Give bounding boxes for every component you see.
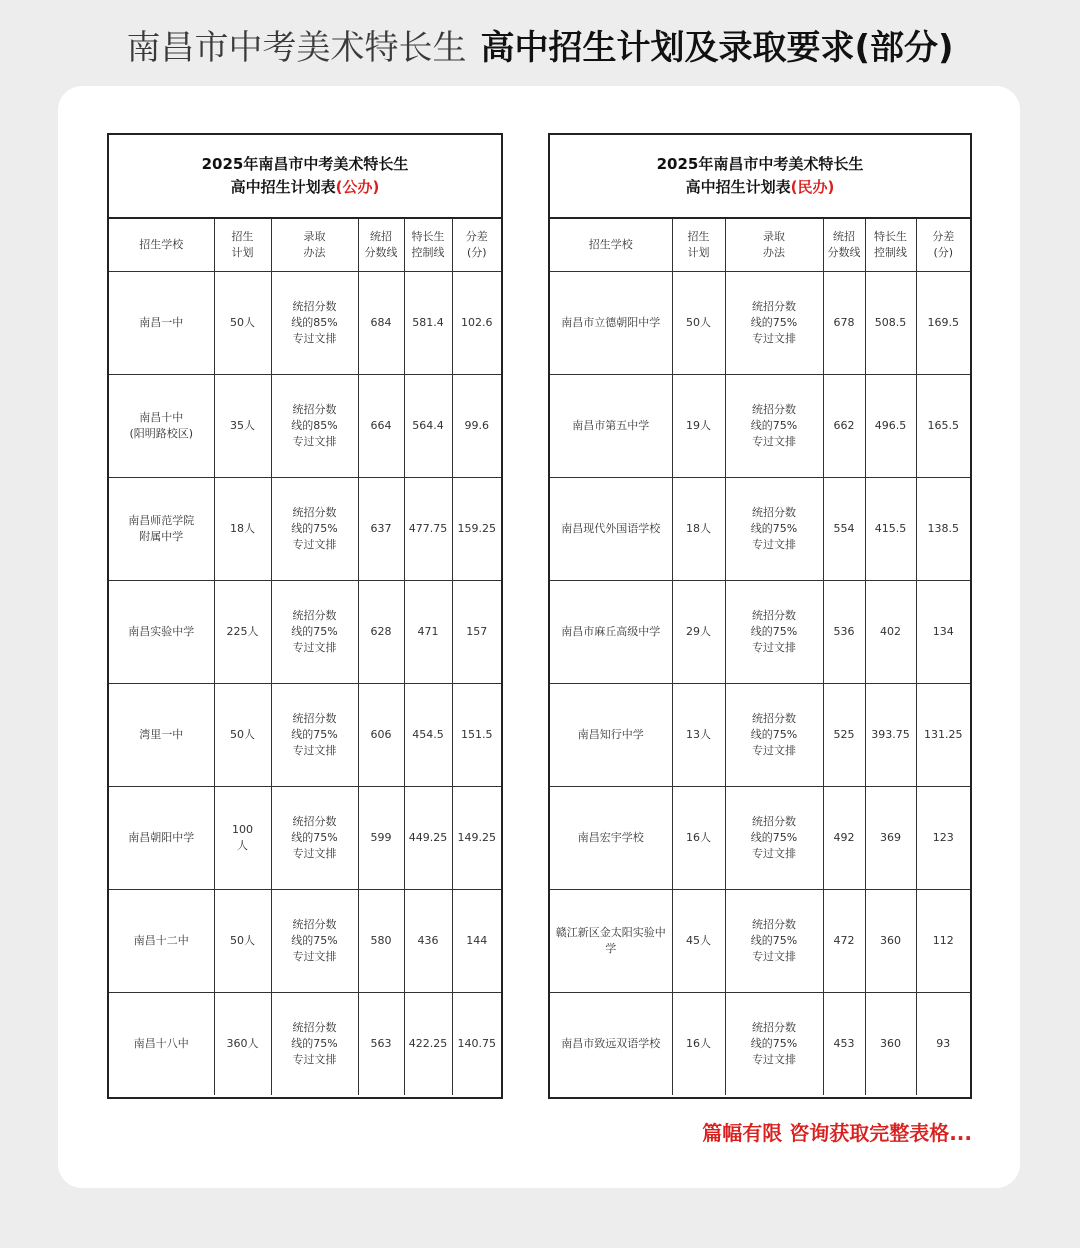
cell-method: 统招分数 线的75% 专过文排	[271, 787, 358, 890]
col-header-control: 特长生 控制线	[865, 219, 916, 272]
cell-score-diff: 149.25	[452, 787, 501, 890]
cell-score-diff: 123	[916, 787, 970, 890]
cell-control-line: 496.5	[865, 375, 916, 478]
cell-method: 统招分数 线的85% 专过文排	[271, 375, 358, 478]
page-title-light: 南昌市中考美术特长生	[126, 28, 467, 68]
cell-score-line: 606	[358, 684, 404, 787]
cell-score-diff: 140.75	[452, 993, 501, 1096]
private-table-title-line2: 高中招生计划表	[685, 178, 791, 196]
cell-score-line: 580	[358, 890, 404, 993]
cell-control-line: 454.5	[404, 684, 452, 787]
footer-note[interactable]: 篇幅有限 咨询获取完整表格...	[702, 1121, 972, 1145]
cell-score-diff: 165.5	[916, 375, 970, 478]
cell-plan: 100 人	[214, 787, 271, 890]
cell-school: 南昌知行中学	[550, 684, 672, 787]
cell-control-line: 477.75	[404, 478, 452, 581]
cell-score-diff: 112	[916, 890, 970, 993]
cell-score-diff: 138.5	[916, 478, 970, 581]
cell-score-line: 554	[823, 478, 865, 581]
col-header-plan: 招生 计划	[672, 219, 725, 272]
table-row	[109, 581, 501, 684]
cell-method: 统招分数 线的75% 专过文排	[271, 993, 358, 1096]
cell-score-diff: 169.5	[916, 272, 970, 375]
cell-plan: 35人	[214, 375, 271, 478]
cell-plan: 50人	[672, 272, 725, 375]
table-row	[109, 272, 501, 375]
cell-school: 南昌市第五中学	[550, 375, 672, 478]
cell-score-line: 536	[823, 581, 865, 684]
public-table-title	[109, 135, 501, 219]
cell-plan: 29人	[672, 581, 725, 684]
private-school-table	[548, 133, 972, 1099]
cell-score-line: 525	[823, 684, 865, 787]
cell-method: 统招分数 线的75% 专过文排	[725, 890, 823, 993]
cell-score-diff: 151.5	[452, 684, 501, 787]
public-table-grid	[109, 219, 501, 1095]
cell-score-diff: 93	[916, 993, 970, 1096]
table-row	[550, 890, 970, 993]
page-title	[0, 24, 1080, 72]
cell-school: 南昌现代外国语学校	[550, 478, 672, 581]
cell-score-line: 472	[823, 890, 865, 993]
cell-score-line: 664	[358, 375, 404, 478]
col-header-school: 招生学校	[550, 219, 672, 272]
table-row	[550, 684, 970, 787]
cell-score-diff: 144	[452, 890, 501, 993]
cell-plan: 45人	[672, 890, 725, 993]
table-row	[109, 375, 501, 478]
col-header-diff: 分差 (分)	[452, 219, 501, 272]
col-header-diff: 分差 (分)	[916, 219, 970, 272]
cell-control-line: 360	[865, 993, 916, 1096]
cell-method: 统招分数 线的75% 专过文排	[725, 684, 823, 787]
cell-control-line: 402	[865, 581, 916, 684]
cell-plan: 50人	[214, 684, 271, 787]
table-row	[109, 993, 501, 1096]
table-header-row	[550, 219, 970, 272]
cell-method: 统招分数 线的75% 专过文排	[725, 787, 823, 890]
cell-method: 统招分数 线的75% 专过文排	[725, 581, 823, 684]
cell-score-line: 637	[358, 478, 404, 581]
cell-score-diff: 157	[452, 581, 501, 684]
cell-plan: 16人	[672, 993, 725, 1096]
cell-plan: 18人	[214, 478, 271, 581]
cell-score-line: 563	[358, 993, 404, 1096]
cell-control-line: 581.4	[404, 272, 452, 375]
cell-school: 南昌朝阳中学	[109, 787, 214, 890]
cell-control-line: 436	[404, 890, 452, 993]
cell-score-diff: 102.6	[452, 272, 501, 375]
cell-plan: 225人	[214, 581, 271, 684]
col-header-method: 录取 办法	[271, 219, 358, 272]
private-table-title	[550, 135, 970, 219]
cell-control-line: 369	[865, 787, 916, 890]
cell-score-diff: 134	[916, 581, 970, 684]
cell-control-line: 360	[865, 890, 916, 993]
col-header-control: 特长生 控制线	[404, 219, 452, 272]
table-row	[550, 581, 970, 684]
cell-school: 南昌十八中	[109, 993, 214, 1096]
col-header-line: 统招 分数线	[358, 219, 404, 272]
cell-method: 统招分数 线的75% 专过文排	[271, 890, 358, 993]
cell-score-line: 599	[358, 787, 404, 890]
cell-method: 统招分数 线的75% 专过文排	[271, 581, 358, 684]
table-row	[109, 478, 501, 581]
cell-control-line: 564.4	[404, 375, 452, 478]
cell-plan: 18人	[672, 478, 725, 581]
cell-control-line: 471	[404, 581, 452, 684]
private-table-title-accent: (民办)	[790, 178, 835, 196]
cell-school: 南昌宏宇学校	[550, 787, 672, 890]
private-table-grid	[550, 219, 970, 1095]
table-row	[550, 478, 970, 581]
cell-control-line: 422.25	[404, 993, 452, 1096]
cell-school: 南昌一中	[109, 272, 214, 375]
cell-school: 赣江新区金太阳实验中学	[550, 890, 672, 993]
cell-method: 统招分数 线的75% 专过文排	[271, 478, 358, 581]
public-school-table	[107, 133, 503, 1099]
cell-score-diff: 159.25	[452, 478, 501, 581]
cell-method: 统招分数 线的75% 专过文排	[271, 684, 358, 787]
table-row	[550, 787, 970, 890]
public-table-title-line2: 高中招生计划表	[230, 178, 336, 196]
table-row	[550, 375, 970, 478]
cell-school: 南昌市致远双语学校	[550, 993, 672, 1096]
cell-plan: 19人	[672, 375, 725, 478]
public-table-title-line1: 2025年南昌市中考美术特长生	[201, 155, 409, 173]
cell-method: 统招分数 线的85% 专过文排	[271, 272, 358, 375]
cell-score-line: 492	[823, 787, 865, 890]
table-row	[109, 890, 501, 993]
cell-school: 南昌实验中学	[109, 581, 214, 684]
private-table-title-line1: 2025年南昌市中考美术特长生	[656, 155, 864, 173]
cell-score-line: 678	[823, 272, 865, 375]
table-row	[109, 787, 501, 890]
table-row	[550, 993, 970, 1096]
table-row	[109, 684, 501, 787]
cell-method: 统招分数 线的75% 专过文排	[725, 375, 823, 478]
cell-method: 统招分数 线的75% 专过文排	[725, 993, 823, 1096]
cell-control-line: 449.25	[404, 787, 452, 890]
cell-school: 南昌市立德朝阳中学	[550, 272, 672, 375]
public-table-title-accent: (公办)	[335, 178, 380, 196]
cell-plan: 50人	[214, 890, 271, 993]
cell-control-line: 393.75	[865, 684, 916, 787]
cell-score-line: 453	[823, 993, 865, 1096]
cell-plan: 13人	[672, 684, 725, 787]
cell-plan: 360人	[214, 993, 271, 1096]
cell-method: 统招分数 线的75% 专过文排	[725, 478, 823, 581]
cell-plan: 16人	[672, 787, 725, 890]
private-table-title-line2-wrap	[686, 176, 835, 199]
col-header-school: 招生学校	[109, 219, 214, 272]
col-header-method: 录取 办法	[725, 219, 823, 272]
cell-school: 南昌十中 (阳明路校区)	[109, 375, 214, 478]
cell-control-line: 508.5	[865, 272, 916, 375]
page-title-bold: 高中招生计划及录取要求(部分)	[480, 28, 954, 68]
col-header-plan: 招生 计划	[214, 219, 271, 272]
cell-score-diff: 131.25	[916, 684, 970, 787]
cell-control-line: 415.5	[865, 478, 916, 581]
cell-school: 南昌十二中	[109, 890, 214, 993]
col-header-line: 统招 分数线	[823, 219, 865, 272]
cell-school: 南昌师范学院 附属中学	[109, 478, 214, 581]
cell-score-line: 684	[358, 272, 404, 375]
cell-plan: 50人	[214, 272, 271, 375]
cell-score-line: 628	[358, 581, 404, 684]
public-table-title-line2-wrap	[231, 176, 380, 199]
cell-school: 湾里一中	[109, 684, 214, 787]
cell-score-line: 662	[823, 375, 865, 478]
cell-school: 南昌市麻丘高级中学	[550, 581, 672, 684]
cell-method: 统招分数 线的75% 专过文排	[725, 272, 823, 375]
cell-score-diff: 99.6	[452, 375, 501, 478]
table-header-row	[109, 219, 501, 272]
table-row	[550, 272, 970, 375]
